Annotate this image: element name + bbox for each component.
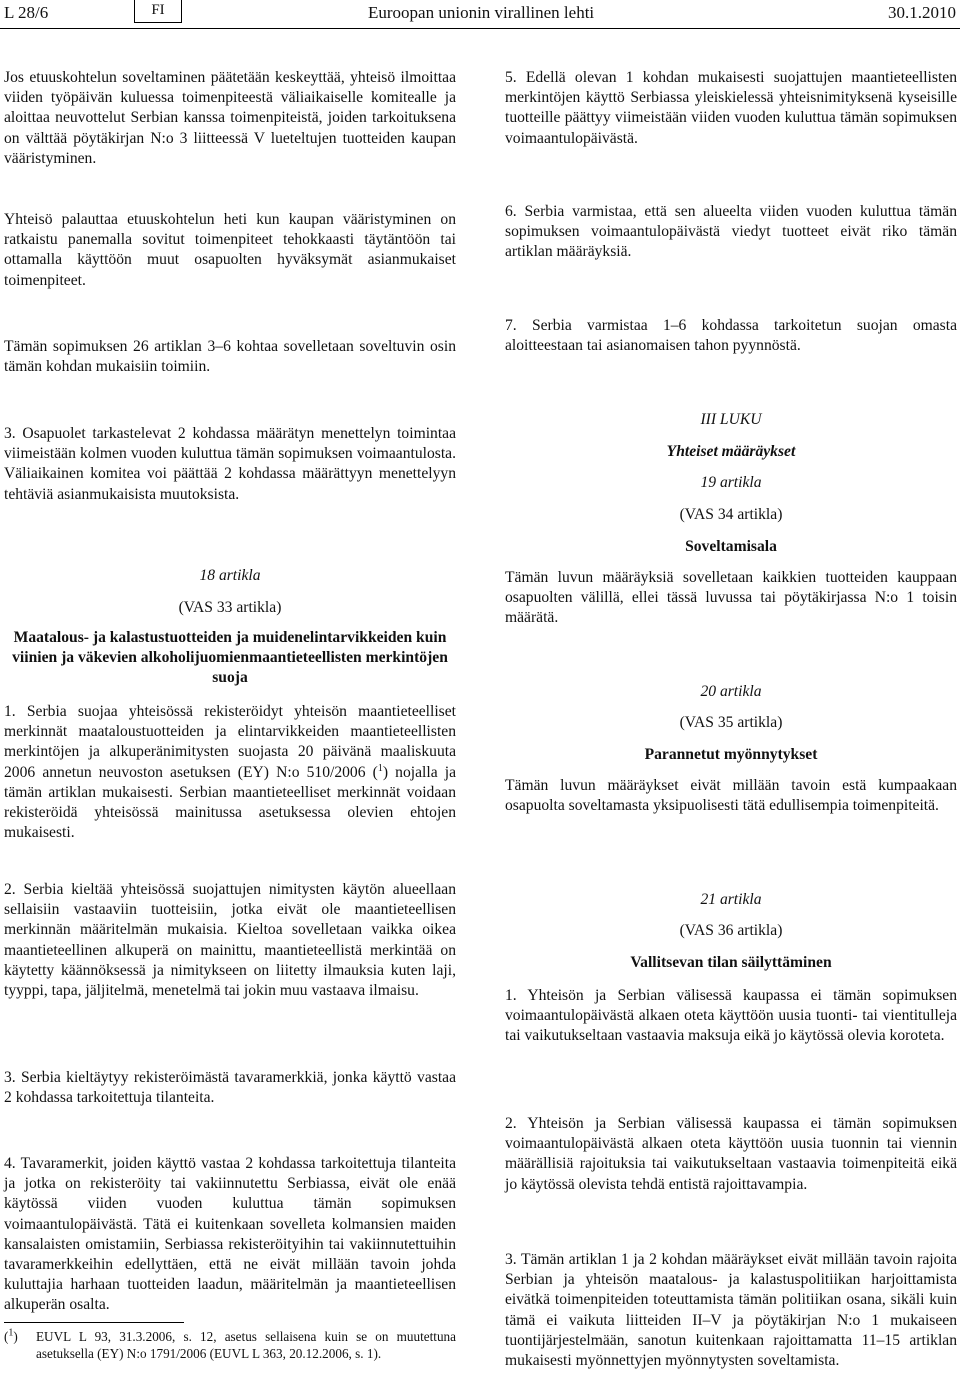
paragraph: 5. Edellä olevan 1 kohdan mukaisesti suojattujen maantieteellisten merkintöjen käyttö Serbiassa yleiskielessä yhteisnimityksenä kyseisille tuotteille päättyy viimeistään viiden vuoden kuluttua tämän sopimuksen voimaantulopäivästä.	[505, 69, 957, 147]
paragraph: 6. Serbia varmistaa, että sen alueelta viiden vuoden kuluttua tämän sopimuksen voimaantulopäivästä viedyt tuotteet eivät riko tämän artiklan määräyksiä.	[505, 203, 957, 261]
footnote-rule	[4, 1322, 184, 1323]
paragraph: 3. Osapuolet tarkastelevat 2 kohdassa määrätyn menettelyn toimintaa viimeistään kolmen vuoden kuluttua tämän sopimuksen voimaantulosta. Väliaikainen komitea voi päättää 2 kohdassa määrättyyn menettelyyn tehtäviä asianmukaisista muutoksista.	[4, 425, 456, 503]
chapter-title: Yhteiset määräykset	[666, 443, 796, 460]
paragraph: 4. Tavaramerkit, joiden käyttö vastaa 2 kohdassa tarkoitettuja tilanteita ja jotka on rekisteröity tai vakiinnutettu Serbiassa, eivät ole enää käytössä viiden vuoden kuluttua tämän sopimuksen voimaantulopäivästä. Tätä ei kuitenkaan sovelleta kolmansien maiden kansalaisten omistamiin, Serbiassa rekisteröityihin tai vakiinnutettuihin tavaramerkkeihin edellyttäen, että ne eivät millään tavoin johda kuluttajia harhaan tuotteiden laadun, määritelmän ja maantieteellisen alkuperän osalta.	[4, 1155, 456, 1314]
article-reference: (VAS 33 artikla)	[178, 599, 282, 616]
article-number: 21 artikla	[700, 891, 762, 908]
publication-date: 30.1.2010	[888, 3, 956, 22]
paragraph: 3. Serbia kieltäytyy rekisteröimästä tavaramerkkiä, jonka käyttö vastaa 2 kohdassa tarkoitettuja tilanteita.	[4, 1069, 456, 1107]
article-reference: (VAS 35 artikla)	[679, 714, 783, 731]
footnote-number: ($^1$)	[4, 1327, 18, 1344]
header-rule	[0, 28, 960, 29]
article-title: Vallitsevan tilan säilyttäminen	[630, 954, 832, 971]
article-title: Maatalous- ja kalastustuotteiden ja muidenelintarvikkeiden kuin viinien ja väkevien alkoholijuomienmaantieteellisten merkintöjen suoja	[12, 629, 448, 687]
paragraph: Yhteisö palauttaa etuuskohtelun heti kun kaupan vääristyminen on ratkaistu panemalla sovitut toimenpiteet tehokkaasti täytäntöön tai ottamalla käyttöön muut osapuolten hyväksymät asianmukaiset toimenpiteet.	[4, 211, 456, 289]
paragraph: 2. Serbia kieltää yhteisössä suojattujen nimitysten käytön alueellaan sellaisiin vastaaviin tuotteisiin, jotka eivät ole maantieteellisen merkinnän määritelmän mukaisia. Kieltoa sovelletaan vaikka oikea maantieteellinen alkuperä on mainittu, maantieteellistä merkintää on käytetty käännöksessä ja nimitykseen on liitetty ilmauksia kuten laji, tyyppi, tapa, jäljitelmä, menetelmä tai jokin muu vastaava ilmaisu.	[4, 881, 456, 1000]
paragraph: Tämän sopimuksen 26 artiklan 3–6 kohtaa sovelletaan soveltuvin osin tämän kohdan mukaisiin toimiin.	[4, 338, 456, 376]
paragraph: Tämän luvun määräyksiä sovelletaan kaikkien tuotteiden kauppaan osapuolten välillä, ellei tässä luvussa tai pöytäkirjassa N:o 1 toisin määrätä.	[505, 569, 957, 627]
chapter-number: III LUKU	[700, 411, 762, 428]
paragraph: 7. Serbia varmistaa 1–6 kohdassa tarkoitetun suojan omasta aloitteestaan tai asianomaisen tahon pyynnöstä.	[505, 317, 957, 355]
paragraph: 3. Tämän artiklan 1 ja 2 kohdan määräykset eivät millään tavoin rajoita Serbian ja yhteisön maatalous- ja kalastuspolitiikan harjoittamista eivätkä toimenpiteiden toteuttamista tämän politiikan osana, sikäli kuin tämä ei vaikuta liitteiden II–V ja pöytäkirjan N:o 1 mukaiseen tuontijärjestelmään, sanotun kuitenkaan rajoittamatta 11–15 artiklan mukaisesti myönnettyjen myönnytysten soveltamista.	[505, 1251, 957, 1370]
language-code-box: FI	[134, 0, 182, 23]
paragraph: Tämän luvun määräykset eivät millään tavoin estä kumpaakaan osapuolta soveltamasta yksipuolisesti tätä edullisempia toimenpiteitä.	[505, 777, 957, 815]
paragraph: 1. Serbia suojaa yhteisössä rekisteröidyt yhteisön maantieteelliset merkinnät maataloustuotteiden ja elintarvikkeiden maantieteellisten merkintöjen ja alkuperänimitysten suojasta 20 päivänä maaliskuuta 2006 annetun neuvoston asetuksen (EY) N:o 510/2006 ($^1$) nojalla ja tämän artiklan mukaisesti. Serbian maantieteelliset merkinnät voidaan rekisteröidä yhteisössä mainitussa asetuksessa olevien ehtojen mukaisesti.	[4, 703, 456, 842]
footnote-text: EUVL L 93, 31.3.2006, s. 12, asetus sellaisena kuin se on muutettuna asetuksella (EY) N:o 1791/2006 (EUVL L 363, 20.12.2006, s. 1).	[36, 1329, 456, 1361]
footnote-reference: 1	[377, 762, 383, 774]
paragraph: Jos etuuskohtelun soveltaminen päätetään keskeyttää, yhteisö ilmoittaa viiden työpäivän kuluessa toimenpiteestä väliaikaiselle komitealle ja aloittaa neuvottelut Serbian kanssa toimenpiteistä, joiden tarkoituksena on välttää pöytäkirjan N:o 3 liitteessä V lueteltujen tuotteiden kaupan vääristyminen.	[4, 69, 456, 167]
paragraph: 1. Yhteisön ja Serbian välisessä kaupassa ei tämän sopimuksen voimaantulopäivästä alkaen oteta käyttöön uusia tuonti- tai vientitulleja tai vaikutukseltaan vastaavia maksuja eikä jo käytössä olevia koroteta.	[505, 987, 957, 1045]
paragraph: 2. Yhteisön ja Serbian välisessä kaupassa ei tämän sopimuksen voimaantulopäivästä alkaen oteta käyttöön uusia tuonnin tai viennin määrällisiä rajoituksia tai vaikutukseltaan vastaavia toimenpiteitä eikä jo käytössä olevista tehdä entistä rajoittavampia.	[505, 1115, 957, 1193]
article-title: Soveltamisala	[685, 538, 777, 555]
article-number: 20 artikla	[700, 683, 762, 700]
article-title: Parannetut myönnytykset	[644, 746, 818, 763]
article-number: 18 artikla	[199, 567, 261, 584]
page-reference: L 28/6	[4, 3, 49, 22]
article-reference: (VAS 34 artikla)	[679, 506, 783, 523]
article-number: 19 artikla	[700, 474, 762, 491]
journal-title: Euroopan unionin virallinen lehti	[368, 3, 595, 22]
article-reference: (VAS 36 artikla)	[679, 922, 783, 939]
